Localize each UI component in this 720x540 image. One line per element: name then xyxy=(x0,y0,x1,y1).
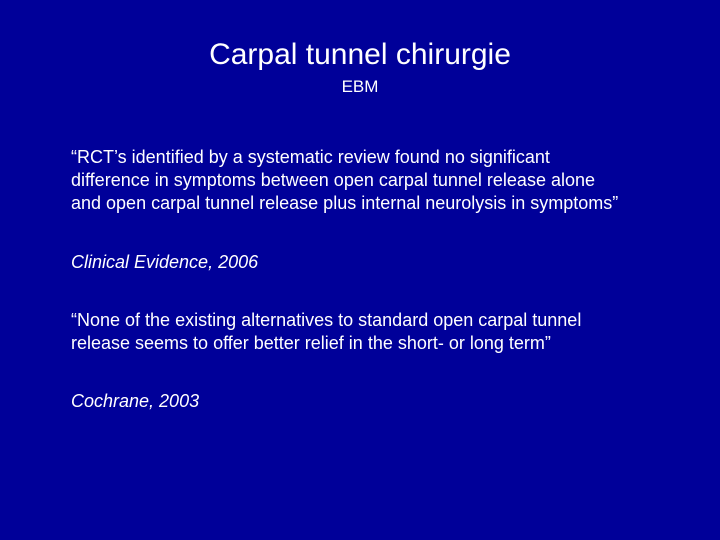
quote-line: “None of the existing alternatives to standard open carpal tunnel xyxy=(71,310,582,330)
citation-cochrane: Cochrane, 2003 xyxy=(71,391,200,411)
quote-line: difference in symptoms between open carpal tunnel release alone xyxy=(71,170,595,190)
quote-cochrane xyxy=(71,309,701,355)
quote-line: and open carpal tunnel release plus internal neurolysis in symptoms” xyxy=(71,193,619,213)
quote-line: “RCT’s identified by a systematic review found no significant xyxy=(71,147,550,167)
slide-subtitle: EBM xyxy=(341,77,379,96)
quote-line: release seems to offer better relief in the short- or long term” xyxy=(71,333,551,353)
slide-title: Carpal tunnel chirurgie xyxy=(209,38,511,71)
citation-clinical-evidence: Clinical Evidence, 2006 xyxy=(71,252,259,272)
quote-clinical-evidence xyxy=(71,146,701,215)
